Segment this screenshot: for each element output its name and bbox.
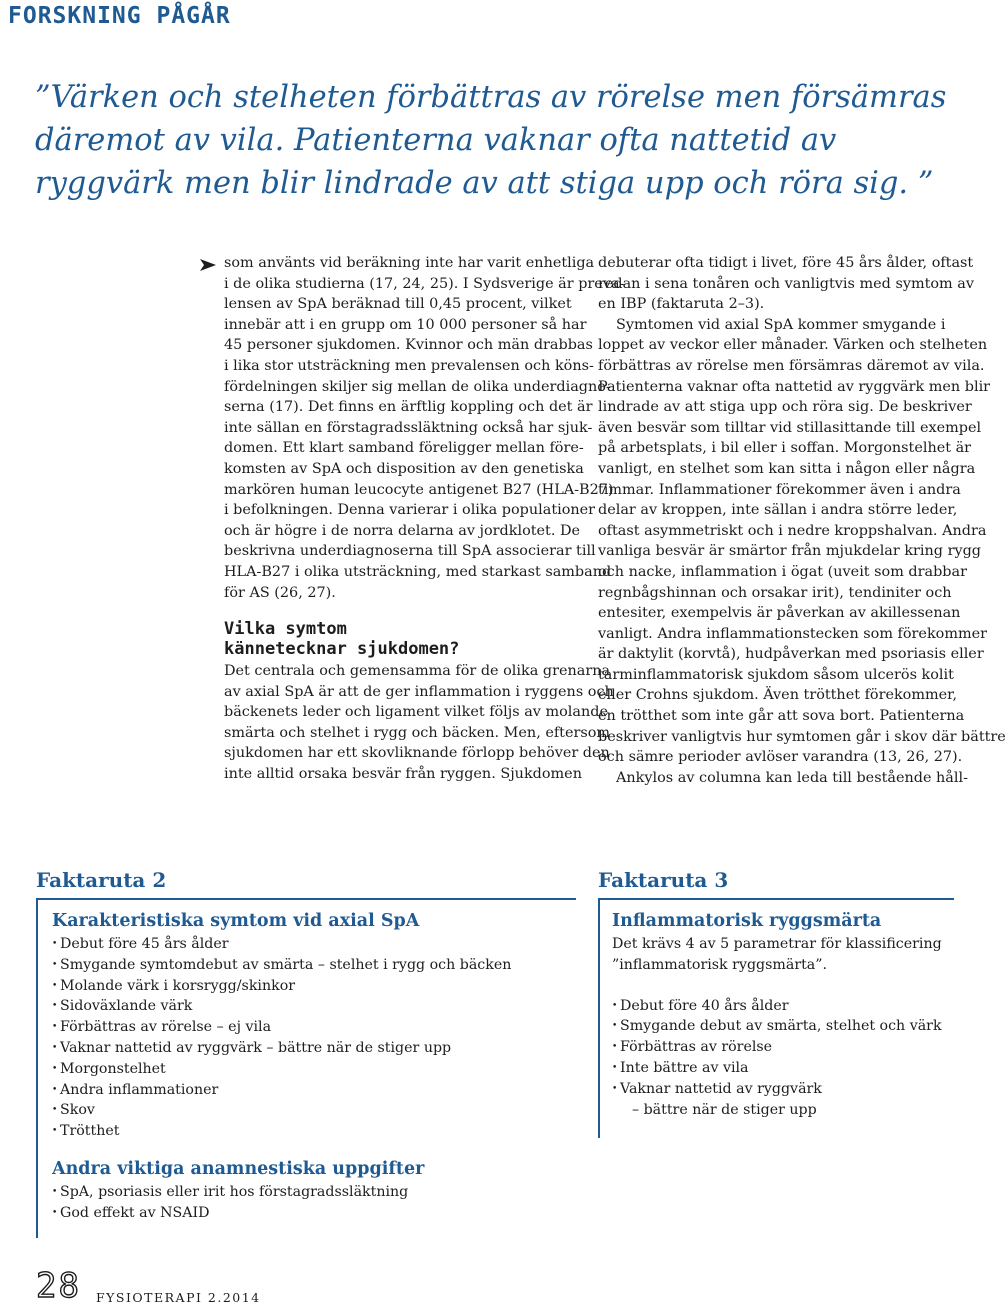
text-line: och sämre perioder avlöser varandra (13, 26, 27).: [598, 749, 963, 766]
pull-quote: [35, 76, 947, 205]
text-line: eller Crohns sjukdom. Även trötthet förekommer,: [598, 687, 958, 704]
text-line: lindrade av att stiga upp och röra sig. De beskriver: [598, 399, 972, 416]
text-line: på arbetsplats, i bil eller i soffan. Morgonstelhet är: [598, 440, 972, 457]
list-item: • Debut före 45 års ålder: [52, 934, 511, 955]
list-item: • God effekt av NSAID: [52, 1203, 511, 1224]
text-line: Det centrala och gemensamma för de olika grenarna: [224, 663, 611, 680]
text-line: som använts vid beräkning inte har varit enhetliga: [224, 255, 595, 271]
list-item: • Inte bättre av vila: [612, 1058, 942, 1079]
text-line: även besvär som tilltar vid stillasittande till exempel: [598, 419, 982, 436]
text-line: vanligt, en stelhet som kan sitta i någon eller några: [598, 460, 976, 477]
text-line: lensen av SpA beräknad till 0,45 procent, vilket: [224, 296, 572, 313]
text-line: komsten av SpA och disposition av den genetiska: [224, 460, 584, 477]
text-line: debuterar ofta tidigt i livet, före 45 års ålder, oftast: [598, 255, 974, 271]
text-line: entesiter, exempelvis är påverkan av akillessenan: [598, 605, 961, 622]
text-line: beskrivna underdiagnoserna till SpA associerar till: [224, 543, 596, 560]
magazine-issue: FYSIOTERAPI 2.2014: [96, 1290, 261, 1305]
factbox-2-label: Faktaruta 2: [36, 868, 167, 892]
text-line: i befolkningen. Denna varierar i olika populationer: [224, 502, 596, 519]
pull-quote-line: ”Värken och stelheten förbättras av rörelse men försämras: [35, 80, 947, 115]
list-item: • Trötthet: [52, 1121, 511, 1142]
text-line: en trötthet som inte går att sova bort. Patienterna: [598, 708, 965, 725]
list-item: • Vaknar nattetid av ryggvärk – bättre när de stiger upp: [52, 1038, 511, 1059]
text-line: delar av kroppen, inte sällan i andra större leder,: [598, 502, 958, 519]
list-item: • Debut före 40 års ålder: [612, 996, 942, 1017]
text-line: fördelningen skiljer sig mellan de olika underdiagno-: [224, 378, 611, 395]
text-line: en IBP (faktaruta 2–3).: [598, 296, 765, 313]
pull-quote-line: ryggvärk men blir lindrade av att stiga upp och röra sig. ”: [35, 166, 934, 201]
body-paragraph: [224, 661, 614, 785]
factbox-2-list: [52, 934, 511, 1142]
factbox-3-continuation: – bättre när de stiger upp: [632, 1101, 817, 1118]
text-line: redan i sena tonåren och vanligtvis med symtom av: [598, 275, 974, 292]
factbox-2-list-secondary: [52, 1182, 511, 1224]
text-line: markören human leucocyte antigenet B27 (HLA-B27): [224, 481, 614, 498]
list-item: • SpA, psoriasis eller irit hos förstagradssläktning: [52, 1182, 511, 1203]
list-item: • Molande värk i korsrygg/skinkor: [52, 976, 511, 997]
factbox-2-subheading: Andra viktiga anamnestiska uppgifter: [52, 1158, 425, 1179]
text-line: tarminflammatorisk sjukdom såsom ulcerös kolit: [598, 666, 954, 683]
text-line: loppet av veckor eller månader. Värken och stelheten: [598, 337, 988, 354]
continuation-arrow-icon: [199, 258, 217, 272]
pull-quote-line: däremot av vila. Patienterna vaknar ofta nattetid av: [35, 123, 837, 158]
body-column-middle: [224, 253, 625, 785]
text-line: av axial SpA är att de ger inflammation i ryggens och: [224, 683, 614, 700]
text-line: domen. Ett klart samband föreligger mellan före-: [224, 440, 584, 457]
list-item: • Vaknar nattetid av ryggvärk: [612, 1079, 942, 1100]
text-line: vanliga besvär är smärtor från mjukdelar kring rygg: [598, 543, 982, 560]
text-line: och nacke, inflammation i ögat (uveit som drabbar: [598, 563, 967, 580]
list-item: • Förbättras av rörelse – ej vila: [52, 1017, 511, 1038]
text-line: vanligt. Andra inflammationstecken som förekommer: [598, 625, 988, 642]
list-item: • Smygande debut av smärta, stelhet och värk: [612, 1016, 942, 1037]
body-paragraph: [598, 768, 968, 789]
text-line: bäckenets leder och ligament vilket följs av molande: [224, 704, 608, 721]
section-label: FORSKNING PÅGÅR: [8, 3, 231, 29]
text-line: inte sällan en förstagradssläktning också har sjuk-: [224, 419, 593, 436]
text-line: regnbågshinnan och orsakar irit), tendiniter och: [598, 584, 952, 601]
body-column-right: [598, 253, 1006, 788]
body-paragraph: [598, 253, 974, 315]
body-paragraph: [598, 315, 1006, 768]
list-item: • Andra inflammationer: [52, 1080, 511, 1101]
body-paragraph: [224, 253, 625, 603]
list-item: • Smygande symtomdebut av smärta – stelhet i rygg och bäcken: [52, 955, 511, 976]
text-line: för AS (26, 27).: [224, 584, 336, 601]
text-line: är daktylit (korvtå), hudpåverkan med psoriasis eller: [598, 646, 984, 663]
factbox-3-label: Faktaruta 3: [598, 868, 729, 892]
factbox-2-heading: Karakteristiska symtom vid axial SpA: [52, 911, 420, 931]
factbox-3-intro-line: ”inflammatorisk ryggsmärta”.: [612, 956, 828, 973]
section-heading: [224, 619, 576, 659]
text-line: 45 personer sjukdomen. Kvinnor och män drabbas: [224, 337, 593, 354]
text-line: Patienterna vaknar ofta nattetid av ryggvärk men blir: [598, 378, 991, 395]
text-line: oftast asymmetriskt och i nedre kroppshalvan. Andra: [598, 522, 987, 539]
list-item: • Skov: [52, 1100, 511, 1121]
text-line: timmar. Inflammationer förekommer även i andra: [598, 481, 961, 498]
text-line: inte alltid orsaka besvär från ryggen. Sjukdomen: [224, 766, 582, 783]
text-line: HLA-B27 i olika utsträckning, med starkast samband: [224, 563, 612, 580]
text-line: förbättras av rörelse men försämras däremot av vila.: [598, 357, 985, 374]
text-line: och är högre i de norra delarna av jordklotet. De: [224, 522, 581, 539]
factbox-2: [36, 898, 576, 1238]
list-item: • Morgonstelhet: [52, 1059, 511, 1080]
section-heading-line: kännetecknar sjukdomen?: [224, 639, 460, 660]
text-line: smärta och stelhet i rygg och bäcken. Men, eftersom: [224, 724, 611, 741]
text-line: i lika stor utsträckning men prevalensen och köns-: [224, 357, 594, 374]
section-heading-line: Vilka symtom: [224, 619, 347, 640]
text-line: beskriver vanligtvis hur symtomen går i skov där bättre: [598, 728, 1006, 745]
text-line: innebär att i en grupp om 10 000 personer så har: [224, 316, 587, 333]
text-line: Ankylos av columna kan leda till bestående håll-: [616, 769, 968, 786]
list-item: • Sidoväxlande värk: [52, 996, 511, 1017]
factbox-3-intro-line: Det krävs 4 av 5 parametrar för klassificering: [612, 936, 942, 952]
text-line: serna (17). Det finns en ärftlig koppling och det är: [224, 399, 593, 416]
text-line: sjukdomen har ett skovliknande förlopp behöver den: [224, 745, 610, 762]
text-line: i de olika studierna (17, 24, 25). I Sydsverige är preva-: [224, 275, 625, 292]
page-number: 28: [36, 1266, 81, 1306]
factbox-3-heading: Inflammatorisk ryggsmärta: [612, 911, 882, 931]
factbox-3-list: [612, 996, 942, 1100]
factbox-3: [598, 898, 954, 1138]
text-line: Symtomen vid axial SpA kommer smygande i: [616, 316, 946, 333]
list-item: • Förbättras av rörelse: [612, 1037, 942, 1058]
